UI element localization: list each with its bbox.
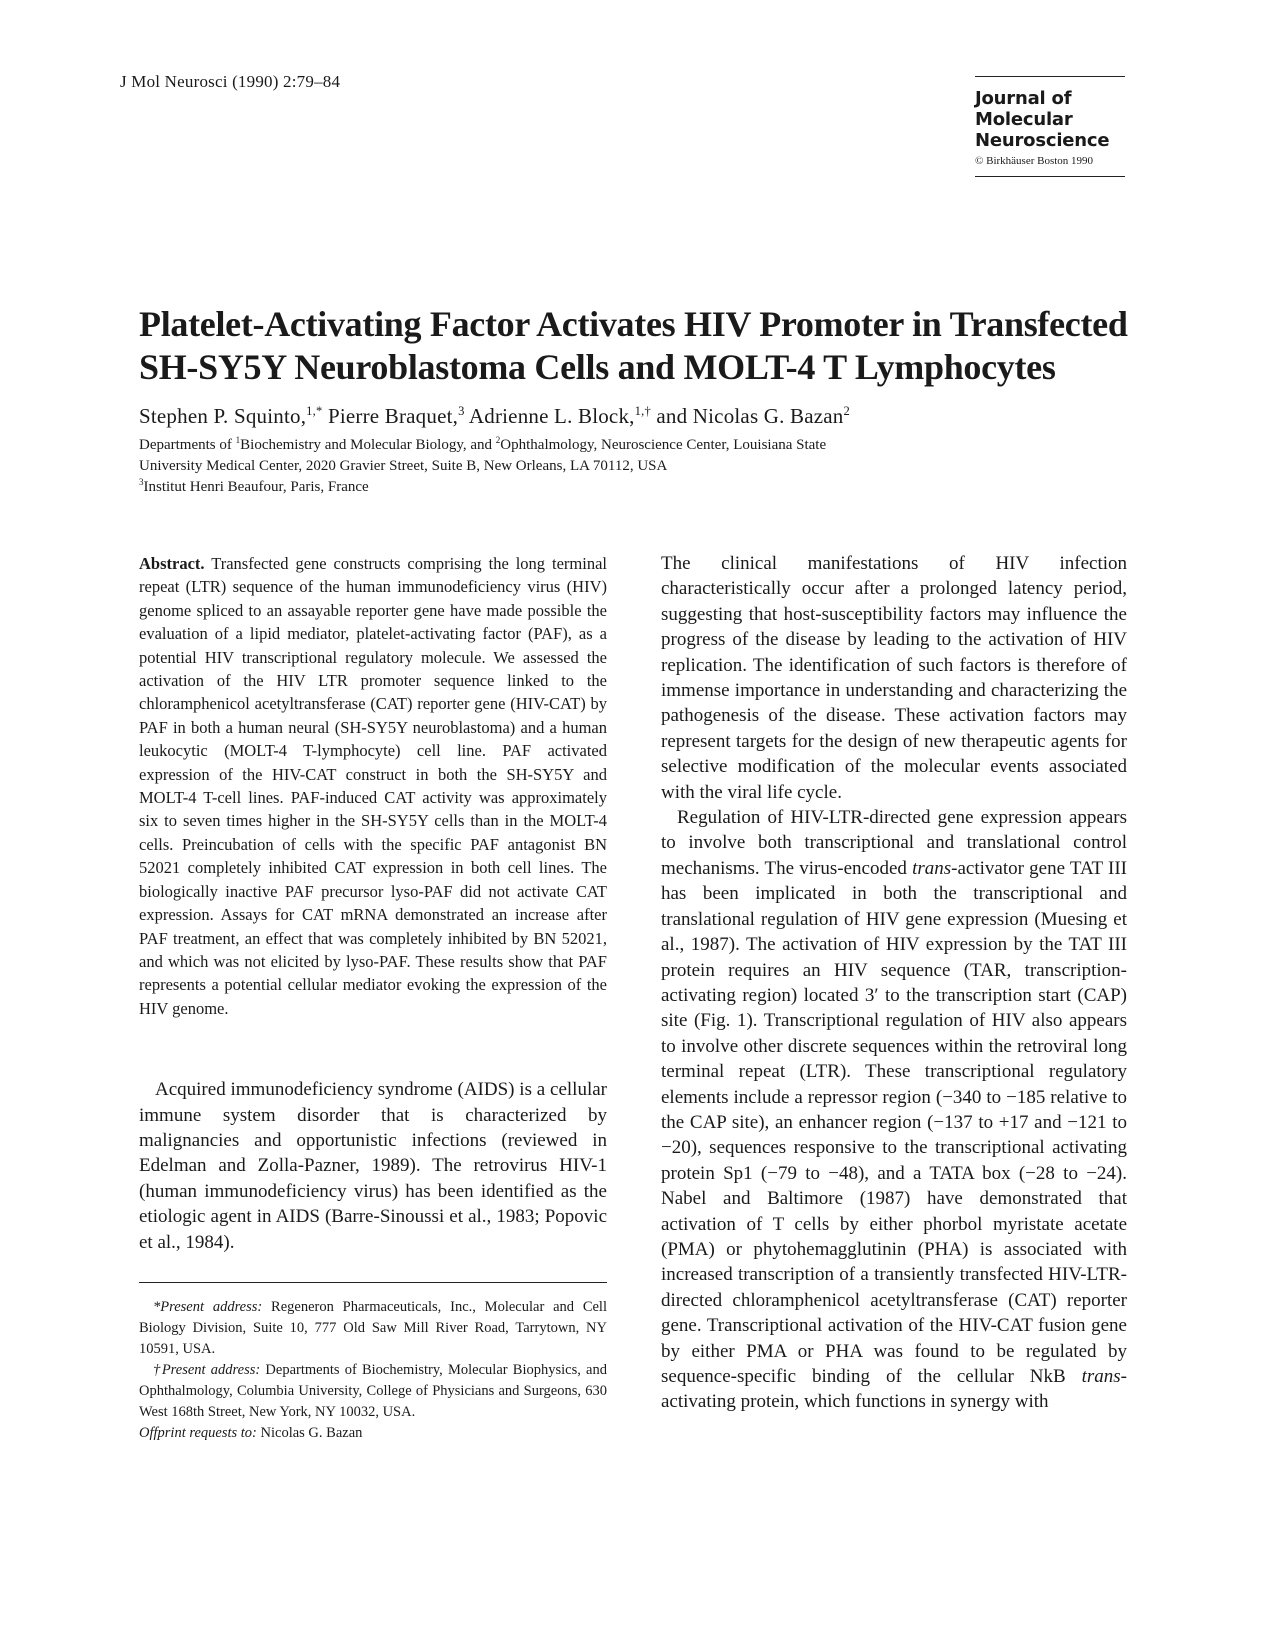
body-paragraph: Acquired immunodeficiency syndrome (AIDS) is a cellular immune system disorder that is characterized by malignancies and opportunistic infections (reviewed in Edelman and Zolla-Pazner, 1989). The retrovirus HIV-1 (human immunodeficiency virus) has been identified as the etiologic agent in AIDS (Barre-Sinoussi et al., 1983; Popovic et al., 1984). xyxy=(139,1079,607,1253)
author-list xyxy=(139,404,850,429)
author-name: Pierre Braquet, xyxy=(327,404,459,428)
copyright-notice: © Birkhäuser Boston 1990 xyxy=(975,155,1094,167)
footnote xyxy=(139,1360,607,1423)
italic-term: trans xyxy=(912,857,952,879)
affiliation-line: University Medical Center, 2020 Gravier Street, Suite B, New Orleans, LA 70112, USA xyxy=(139,458,668,474)
left-column xyxy=(139,552,607,1444)
affiliation-text: Institut Henri Beaufour, Paris, France xyxy=(143,479,369,495)
affiliation-line xyxy=(139,435,1039,456)
abstract-text: Transfected gene constructs comprising the long terminal repeat (LTR) sequence of the human immunodeficiency virus (HIV) genome spliced to an assayable reporter gene have made possible the evaluation of a lipid mediator, platelet-activating factor (PAF), as a potential HIV transcriptional regulatory molecule. We assessed the activation of the HIV LTR promoter sequence linked to the chloramphenicol acetyltransferase (CAT) reporter gene (HIV-CAT) by PAF in both a human neural (SH-SY5Y neuroblastoma) and a human leukocytic (MOLT-4 T-lymphocyte) cell line. PAF activated expression of the HIV-CAT construct in both the SH-SY5Y and MOLT-4 T-cell lines. PAF-induced CAT activity was approximately six to seven times higher in the SH-SY5Y cells than in the MOLT-4 cells. Preincubation of cells with the specific PAF antagonist BN 52021 completely inhibited CAT expression in both cell lines. The biologically inactive PAF precursor lyso-PAF did not activate CAT expression. Assays for CAT mRNA demonstrated an increase after PAF treatment, an effect that was completely inhibited by BN 52021, and which was not elicited by lyso-PAF. These results show that PAF represents a potential cellular mediator evoking the expression of the HIV genome. xyxy=(139,554,607,1018)
footnotes xyxy=(139,1282,607,1444)
journal-name xyxy=(975,88,1125,151)
masthead-bottom-rule xyxy=(975,176,1125,177)
offprint-note xyxy=(139,1423,607,1444)
body-text: Regulation of HIV-LTR-directed gene expression appears to involve both transcriptional and translational control mechanisms. The virus-encoded xyxy=(661,807,1127,879)
affiliation-mark: 2 xyxy=(495,435,501,445)
paper-title xyxy=(139,303,1139,389)
author-affiliation-mark: 1,* xyxy=(306,404,323,418)
offprint-text: Nicolas G. Bazan xyxy=(256,1424,363,1441)
affiliation-text: Ophthalmology, Neuroscience Center, Louisiana State xyxy=(500,437,827,453)
journal-masthead xyxy=(975,76,1125,177)
author-affiliation-mark: 3 xyxy=(458,404,465,418)
masthead-top-rule xyxy=(975,76,1125,77)
affiliation-mark: 3 xyxy=(139,477,144,487)
journal-name-line: Molecular xyxy=(975,109,1073,130)
affiliation-line xyxy=(139,477,1039,498)
author-name: Stephen P. Squinto, xyxy=(139,404,307,428)
footnote-text: Regeneron Pharmaceuticals, Inc., Molecular and Cell Biology Division, Suite 10, 777 Old Saw Mill River Road, Tarrytown, NY 10591, USA. xyxy=(139,1298,607,1357)
affiliation-text: Biochemistry and Molecular Biology, and xyxy=(240,437,496,453)
journal-name-line: Neuroscience xyxy=(975,130,1110,151)
body-text: -activating protein, which functions in synergy with xyxy=(661,1366,1127,1413)
right-column xyxy=(661,551,1127,1415)
offprint-label: Offprint requests to: xyxy=(139,1424,257,1441)
footnote-label: †Present address: xyxy=(153,1361,261,1378)
footnote-label: *Present address: xyxy=(153,1298,263,1315)
author-affiliation-mark: 1,† xyxy=(634,404,651,418)
footnote xyxy=(139,1297,607,1360)
body-paragraph xyxy=(661,805,1127,1415)
journal-name-line: Journal of xyxy=(975,88,1072,109)
author-affiliation-mark: 2 xyxy=(843,404,851,418)
abstract-label: Abstract. xyxy=(139,554,205,573)
body-text: -activator gene TAT III has been implicated in both the transcriptional and translational regulation of HIV gene expression (Muesing et al., 1987). The activation of HIV expression by the TAT III protein requires an HIV sequence (TAR, transcription-activating region) located 3′ to the transcription start (CAP) site (Fig. 1). Transcriptional regulation of HIV also appears to involve other discrete sequences within the retroviral long terminal repeat (LTR). These transcriptional regulatory elements include a repressor region (−340 to −185 relative to the CAP site), an enhancer region (−137 to +17 and −121 to −20), sequences responsive to the transcriptional activating protein Sp1 (−79 to −48), and a TATA box (−28 to −24). Nabel and Baltimore (1987) have demonstrated that activation of T cells by either phorbol myristate acetate (PMA) or phytohemagglutinin (PHA) is associated with increased transcription of a transiently transfected HIV-LTR-directed chloramphenicol acetyltransferase (CAT) reporter gene. Transcriptional activation of the HIV-CAT fusion gene by either PMA or PHA was found to be regulated by sequence-specific binding of the cellular NkB xyxy=(661,857,1127,1387)
italic-term: trans xyxy=(1081,1366,1121,1387)
abstract xyxy=(139,552,607,1020)
journal-citation: J Mol Neurosci (1990) 2:79–84 xyxy=(120,72,341,91)
body-paragraph: The clinical manifestations of HIV infection characteristically occur after a prolonged latency period, suggesting that host-susceptibility factors may influence the progress of the disease by leading to the activation of HIV replication. The identification of such factors is therefore of immense importance in understanding and characterizing the pathogenesis of the disease. These activation factors may represent targets for the design of new therapeutic agents for selective modification of the molecular events associated with the viral life cycle. xyxy=(661,553,1127,803)
affiliation-mark: 1 xyxy=(235,435,241,445)
author-name: and Nicolas G. Bazan xyxy=(656,404,844,428)
title-line: Platelet-Activating Factor Activates HIV Promoter in Transfected xyxy=(139,304,1128,344)
affiliation-text: Departments of xyxy=(139,437,236,453)
author-name: Adrienne L. Block, xyxy=(468,404,635,428)
affiliations xyxy=(139,435,1039,498)
title-line: SH-SY5Y Neuroblastoma Cells and MOLT-4 T Lymphocytes xyxy=(139,347,1056,387)
footnote-text: Departments of Biochemistry, Molecular Biophysics, and Ophthalmology, Columbia University, College of Physicians and Surgeons, 630 West 168th Street, New York, NY 10032, USA. xyxy=(139,1361,607,1420)
